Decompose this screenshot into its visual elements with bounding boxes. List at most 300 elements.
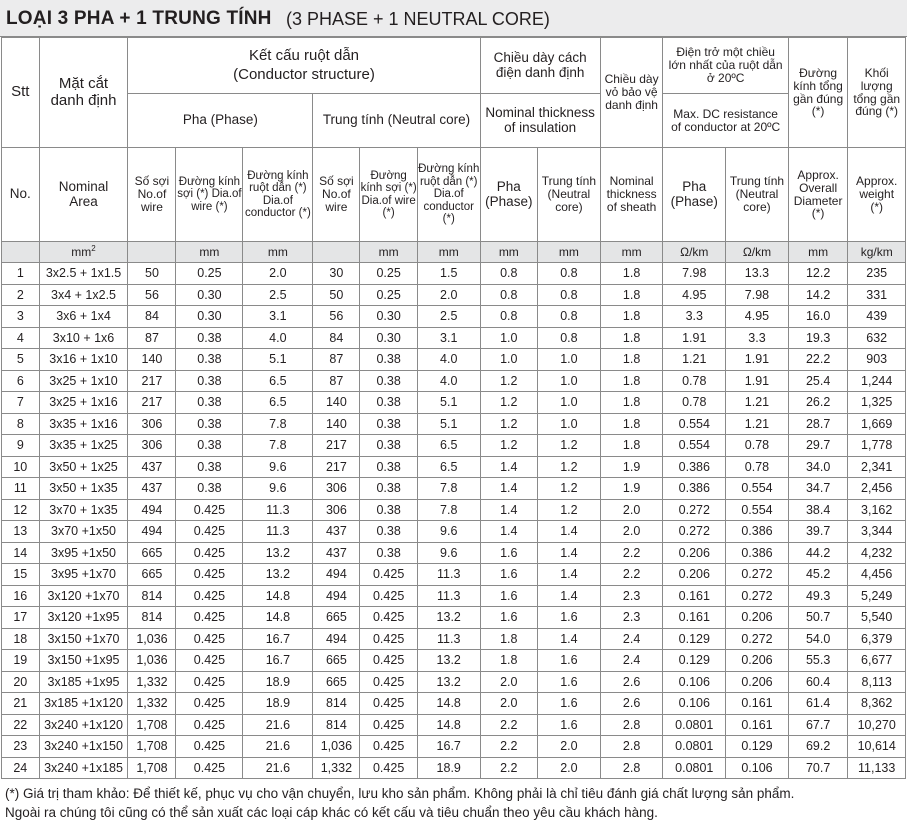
table-cell: 50.7 [788, 607, 848, 629]
table-cell: 11,133 [848, 757, 906, 779]
table-cell: 23 [2, 736, 40, 758]
table-cell: 1.2 [538, 478, 601, 500]
footnote-line-1: (*) Giá trị tham khảo: Để thiết kế, phục vụ cho vận chuyển, lưu kho sản phẩm. Không phải là chỉ tiêu đánh giá chất lượng sản phẩm. [5, 786, 795, 801]
table-cell: 0.106 [663, 671, 726, 693]
table-cell: 0.8 [480, 263, 537, 285]
table-cell: 5,249 [848, 585, 906, 607]
table-cell: 0.25 [176, 263, 243, 285]
table-row [2, 542, 906, 564]
table-cell: 0.425 [176, 714, 243, 736]
table-cell: 0.38 [176, 392, 243, 414]
table-cell: 1.8 [600, 349, 663, 371]
table-cell: 903 [848, 349, 906, 371]
header-diameter-en: Approx. Overall Diameter (*) [788, 148, 848, 242]
table-cell: 50 [128, 263, 176, 285]
table-cell: 0.8 [480, 306, 537, 328]
table-cell: 1.4 [538, 542, 601, 564]
table-cell: 217 [128, 392, 176, 414]
header-neutral-wires: Số sợi No.of wire [313, 148, 360, 242]
table-cell: 16.0 [788, 306, 848, 328]
table-cell: 1.4 [480, 478, 537, 500]
table-cell: 665 [128, 564, 176, 586]
header-sheath-en: Nominal thickness of sheath [600, 148, 663, 242]
table-cell: 0.0801 [663, 736, 726, 758]
header-phase-wires: Số sợi No.of wire [128, 148, 176, 242]
table-cell: 84 [128, 306, 176, 328]
table-cell: 2.6 [600, 693, 663, 715]
table-cell: 15 [2, 564, 40, 586]
table-cell: 0.425 [360, 585, 417, 607]
table-cell: 0.30 [176, 306, 243, 328]
table-cell: 10,614 [848, 736, 906, 758]
table-cell: 437 [128, 478, 176, 500]
table-cell: 13.2 [417, 671, 480, 693]
table-cell: 1,036 [128, 650, 176, 672]
table-cell: 0.425 [360, 671, 417, 693]
table-cell: 0.78 [726, 435, 789, 457]
table-cell: 1.6 [538, 671, 601, 693]
table-cell: 7 [2, 392, 40, 414]
unit-cell: mm [788, 242, 848, 263]
table-cell: 2.2 [480, 757, 537, 779]
unit-area-sup: 2 [91, 244, 96, 254]
table-cell: 11.3 [417, 628, 480, 650]
table-row [2, 327, 906, 349]
table-cell: 0.38 [360, 370, 417, 392]
table-cell: 0.272 [726, 585, 789, 607]
table-cell: 4 [2, 327, 40, 349]
table-cell: 60.4 [788, 671, 848, 693]
table-cell: 2.2 [480, 736, 537, 758]
table-cell: 494 [313, 564, 360, 586]
table-cell: 0.38 [176, 456, 243, 478]
unit-cell [2, 242, 40, 263]
table-cell: 3x240 +1x150 [39, 736, 128, 758]
table-cell: 3x50 + 1x25 [39, 456, 128, 478]
table-cell: 1.8 [600, 435, 663, 457]
table-cell: 6.5 [417, 435, 480, 457]
table-cell: 3x6 + 1x4 [39, 306, 128, 328]
table-cell: 0.0801 [663, 714, 726, 736]
table-cell: 1.91 [663, 327, 726, 349]
table-cell: 3x95 +1x70 [39, 564, 128, 586]
header-neutral-cond-dia: Đường kính ruột dẫn (*) Dia.of conductor (*) [417, 148, 480, 242]
table-cell: 0.425 [360, 693, 417, 715]
header-area-vi: Mặt cắt danh định [39, 38, 128, 148]
table-cell: 1.8 [480, 650, 537, 672]
table-cell: 3x185 +1x120 [39, 693, 128, 715]
table-cell: 1.8 [600, 413, 663, 435]
table-cell: 3.1 [417, 327, 480, 349]
table-cell: 0.425 [176, 585, 243, 607]
table-cell: 2.0 [600, 521, 663, 543]
table-cell: 306 [313, 478, 360, 500]
table-cell: 28.7 [788, 413, 848, 435]
table-cell: 16.7 [243, 628, 313, 650]
table-cell: 0.272 [726, 628, 789, 650]
table-cell: 20 [2, 671, 40, 693]
table-cell: 0.8 [538, 263, 601, 285]
table-cell: 1.4 [538, 628, 601, 650]
header-phase: Pha (Phase) [128, 94, 313, 148]
table-cell: 0.206 [663, 542, 726, 564]
table-cell: 0.106 [663, 693, 726, 715]
table-cell: 217 [128, 370, 176, 392]
table-cell: 3.3 [726, 327, 789, 349]
table-cell: 3x25 + 1x16 [39, 392, 128, 414]
header-neutral: Trung tính (Neutral core) [313, 94, 480, 148]
table-cell: 14.8 [417, 693, 480, 715]
table-cell: 437 [128, 456, 176, 478]
table-cell: 0.38 [360, 456, 417, 478]
table-cell: 0.206 [726, 607, 789, 629]
table-cell: 87 [313, 349, 360, 371]
table-cell: 665 [128, 542, 176, 564]
table-cell: 306 [128, 413, 176, 435]
table-cell: 0.30 [176, 284, 243, 306]
table-cell: 14 [2, 542, 40, 564]
header-insulation-en: Nominal thickness of insulation [480, 94, 600, 148]
table-cell: 14.2 [788, 284, 848, 306]
page-title [0, 0, 907, 37]
table-cell: 24 [2, 757, 40, 779]
table-row [2, 714, 906, 736]
table-cell: 0.272 [726, 564, 789, 586]
table-cell: 439 [848, 306, 906, 328]
table-row [2, 456, 906, 478]
table-cell: 0.272 [663, 521, 726, 543]
table-cell: 2,456 [848, 478, 906, 500]
table-cell: 1.8 [600, 392, 663, 414]
table-cell: 0.272 [663, 499, 726, 521]
table-cell: 0.554 [663, 413, 726, 435]
table-row [2, 306, 906, 328]
header-res-neutral: Trung tính (Neutral core) [726, 148, 789, 242]
table-cell: 39.7 [788, 521, 848, 543]
table-cell: 3x95 +1x50 [39, 542, 128, 564]
table-cell: 0.161 [726, 714, 789, 736]
table-row [2, 521, 906, 543]
table-cell: 814 [128, 585, 176, 607]
table-cell: 1.8 [600, 370, 663, 392]
table-cell: 13.2 [243, 564, 313, 586]
table-cell: 0.0801 [663, 757, 726, 779]
table-cell: 0.106 [726, 757, 789, 779]
table-cell: 7.8 [417, 478, 480, 500]
table-cell: 0.554 [726, 478, 789, 500]
table-cell: 16.7 [417, 736, 480, 758]
table-cell: 1.4 [480, 521, 537, 543]
table-cell: 1,332 [128, 693, 176, 715]
table-cell: 494 [128, 521, 176, 543]
table-cell: 2.0 [417, 284, 480, 306]
table-cell: 0.8 [538, 284, 601, 306]
table-cell: 2.0 [600, 499, 663, 521]
table-cell: 0.38 [176, 327, 243, 349]
table-cell: 494 [313, 585, 360, 607]
table-row [2, 650, 906, 672]
table-cell: 5.1 [243, 349, 313, 371]
unit-cell [128, 242, 176, 263]
table-cell: 0.425 [176, 542, 243, 564]
table-cell: 2.5 [417, 306, 480, 328]
table-cell: 34.7 [788, 478, 848, 500]
table-row [2, 671, 906, 693]
table-cell: 0.425 [176, 521, 243, 543]
table-cell: 3x35 + 1x25 [39, 435, 128, 457]
table-cell: 4.95 [726, 306, 789, 328]
table-cell: 12 [2, 499, 40, 521]
table-cell: 4.0 [417, 349, 480, 371]
table-cell: 10 [2, 456, 40, 478]
table-cell: 1.4 [538, 585, 601, 607]
table-row [2, 392, 906, 414]
table-cell: 18 [2, 628, 40, 650]
table-cell: 3x25 + 1x10 [39, 370, 128, 392]
cable-spec-table [1, 37, 906, 779]
table-cell: 4.0 [243, 327, 313, 349]
table-cell: 9.6 [243, 478, 313, 500]
table-cell: 10,270 [848, 714, 906, 736]
table-cell: 1,778 [848, 435, 906, 457]
table-cell: 26.2 [788, 392, 848, 414]
table-cell: 0.8 [538, 306, 601, 328]
table-cell: 2.3 [600, 607, 663, 629]
table-cell: 0.38 [360, 499, 417, 521]
header-sheath-vi: Chiều dày vỏ bảo vệ danh định [600, 38, 663, 148]
header-diameter-vi: Đường kính tổng gần đúng (*) [788, 38, 848, 148]
table-cell: 0.161 [726, 693, 789, 715]
table-cell: 0.425 [176, 736, 243, 758]
table-cell: 0.425 [176, 499, 243, 521]
table-cell: 3x120 +1x95 [39, 607, 128, 629]
table-cell: 0.8 [480, 284, 537, 306]
table-cell: 2.0 [243, 263, 313, 285]
table-cell: 3x70 + 1x35 [39, 499, 128, 521]
table-cell: 4.95 [663, 284, 726, 306]
table-cell: 1.2 [538, 499, 601, 521]
table-cell: 0.425 [176, 671, 243, 693]
table-cell: 14.8 [243, 607, 313, 629]
table-cell: 0.129 [663, 628, 726, 650]
table-cell: 1,708 [128, 757, 176, 779]
table-cell: 3 [2, 306, 40, 328]
table-row [2, 370, 906, 392]
table-cell: 0.38 [360, 542, 417, 564]
table-cell: 1.6 [480, 564, 537, 586]
unit-cell: mm [176, 242, 243, 263]
table-cell: 50 [313, 284, 360, 306]
table-cell: 38.4 [788, 499, 848, 521]
table-cell: 1.8 [600, 263, 663, 285]
table-cell: 14.8 [417, 714, 480, 736]
header-neutral-wire-dia: Đường kính sợi (*) Dia.of wire (*) [360, 148, 417, 242]
header-conductor-en: (Conductor structure) [233, 66, 375, 83]
table-cell: 34.0 [788, 456, 848, 478]
table-cell: 19 [2, 650, 40, 672]
table-cell: 0.386 [663, 478, 726, 500]
table-cell: 3x2.5 + 1x1.5 [39, 263, 128, 285]
table-cell: 9 [2, 435, 40, 457]
table-cell: 2.4 [600, 628, 663, 650]
table-cell: 2.8 [600, 714, 663, 736]
table-cell: 0.425 [360, 628, 417, 650]
table-cell: 2.4 [600, 650, 663, 672]
table-cell: 1,325 [848, 392, 906, 414]
table-cell: 1.2 [538, 456, 601, 478]
table-cell: 7.98 [663, 263, 726, 285]
table-cell: 22 [2, 714, 40, 736]
table-cell: 494 [313, 628, 360, 650]
table-row [2, 263, 906, 285]
table-cell: 7.8 [243, 413, 313, 435]
table-cell: 1.6 [538, 650, 601, 672]
table-cell: 1.2 [480, 392, 537, 414]
table-cell: 55.3 [788, 650, 848, 672]
header-weight-vi: Khối lượng tổng gần đúng (*) [848, 38, 906, 148]
table-cell: 1.6 [538, 693, 601, 715]
table-cell: 21.6 [243, 714, 313, 736]
table-cell: 6,677 [848, 650, 906, 672]
header-no: No. [2, 148, 40, 242]
table-cell: 1.91 [726, 370, 789, 392]
table-cell: 0.425 [176, 564, 243, 586]
table-cell: 1.6 [538, 607, 601, 629]
table-cell: 1.8 [600, 306, 663, 328]
table-cell: 0.206 [663, 564, 726, 586]
table-cell: 0.206 [726, 671, 789, 693]
table-cell: 8,113 [848, 671, 906, 693]
table-cell: 8,362 [848, 693, 906, 715]
table-cell: 21.6 [243, 736, 313, 758]
table-cell: 9.6 [243, 456, 313, 478]
table-cell: 3x240 +1x120 [39, 714, 128, 736]
title-main: LOẠI 3 PHA + 1 TRUNG TÍNH [6, 8, 272, 29]
table-cell: 3x150 +1x95 [39, 650, 128, 672]
table-cell: 6.5 [417, 456, 480, 478]
table-cell: 2.2 [480, 714, 537, 736]
unit-cell: Ω/km [726, 242, 789, 263]
table-cell: 1,332 [128, 671, 176, 693]
table-cell: 87 [313, 370, 360, 392]
table-cell: 1.0 [480, 327, 537, 349]
table-cell: 1.0 [480, 349, 537, 371]
table-cell: 44.2 [788, 542, 848, 564]
table-cell: 3,344 [848, 521, 906, 543]
header-resistance-en: Max. DC resistance of conductor at 20ºC [663, 94, 788, 148]
table-cell: 3x50 + 1x35 [39, 478, 128, 500]
footnote [5, 784, 794, 822]
table-cell: 18.9 [243, 693, 313, 715]
table-body [2, 263, 906, 779]
table-cell: 665 [313, 650, 360, 672]
table-cell: 30 [313, 263, 360, 285]
table-cell: 0.554 [726, 499, 789, 521]
table-cell: 3x120 +1x70 [39, 585, 128, 607]
table-cell: 306 [313, 499, 360, 521]
unit-cell: kg/km [848, 242, 906, 263]
table-cell: 1.4 [538, 564, 601, 586]
table-cell: 0.25 [360, 263, 417, 285]
table-row [2, 413, 906, 435]
table-cell: 1.4 [538, 521, 601, 543]
table-cell: 67.7 [788, 714, 848, 736]
table-cell: 1,332 [313, 757, 360, 779]
table-cell: 12.2 [788, 263, 848, 285]
table-cell: 2.0 [480, 671, 537, 693]
table-cell: 1.9 [600, 478, 663, 500]
table-cell: 4,456 [848, 564, 906, 586]
table-cell: 1,036 [313, 736, 360, 758]
table-cell: 13 [2, 521, 40, 543]
table-cell: 0.38 [360, 392, 417, 414]
table-cell: 3,162 [848, 499, 906, 521]
table-cell: 0.425 [360, 607, 417, 629]
table-cell: 16 [2, 585, 40, 607]
table-cell: 1.4 [480, 456, 537, 478]
table-cell: 61.4 [788, 693, 848, 715]
table-cell: 13.3 [726, 263, 789, 285]
table-cell: 3x70 +1x50 [39, 521, 128, 543]
table-cell: 1.9 [600, 456, 663, 478]
header-ins-neutral: Trung tính (Neutral core) [538, 148, 601, 242]
table-cell: 814 [313, 693, 360, 715]
table-cell: 140 [313, 413, 360, 435]
table-cell: 16.7 [243, 650, 313, 672]
table-cell: 1,708 [128, 736, 176, 758]
table-cell: 56 [128, 284, 176, 306]
table-cell: 1.91 [726, 349, 789, 371]
unit-cell: mm [538, 242, 601, 263]
table-cell: 3x16 + 1x10 [39, 349, 128, 371]
table-cell: 665 [313, 607, 360, 629]
table-cell: 0.425 [360, 757, 417, 779]
table-cell: 0.38 [176, 370, 243, 392]
table-cell: 0.161 [663, 607, 726, 629]
table-cell: 1.0 [538, 349, 601, 371]
table-cell: 3x240 +1x185 [39, 757, 128, 779]
table-cell: 0.386 [726, 521, 789, 543]
table-cell: 0.38 [360, 521, 417, 543]
table-cell: 1.0 [538, 392, 601, 414]
table-cell: 0.425 [360, 650, 417, 672]
header-resistance-vi: Điện trở một chiều lớn nhất của ruột dẫn ở 20ºC [663, 38, 788, 94]
table-cell: 3x10 + 1x6 [39, 327, 128, 349]
table-cell: 0.38 [360, 413, 417, 435]
table-cell: 2.8 [600, 757, 663, 779]
header-phase-cond-dia: Đường kính ruột dẫn (*) Dia.of conductor (*) [243, 148, 313, 242]
table-cell: 0.38 [176, 413, 243, 435]
table-row [2, 478, 906, 500]
title-english: (3 PHASE + 1 NEUTRAL CORE) [286, 9, 550, 29]
table-cell: 1.2 [480, 370, 537, 392]
table-cell: 3x150 +1x70 [39, 628, 128, 650]
table-cell: 0.38 [360, 349, 417, 371]
table-cell: 1.0 [538, 413, 601, 435]
table-cell: 3x35 + 1x16 [39, 413, 128, 435]
units-row [2, 242, 906, 263]
table-cell: 2,341 [848, 456, 906, 478]
table-cell: 217 [313, 435, 360, 457]
table-cell: 1,708 [128, 714, 176, 736]
table-cell: 5,540 [848, 607, 906, 629]
table-cell: 18.9 [243, 671, 313, 693]
table-cell: 0.30 [360, 327, 417, 349]
table-cell: 54.0 [788, 628, 848, 650]
table-cell: 0.554 [663, 435, 726, 457]
table-cell: 5 [2, 349, 40, 371]
table-cell: 235 [848, 263, 906, 285]
